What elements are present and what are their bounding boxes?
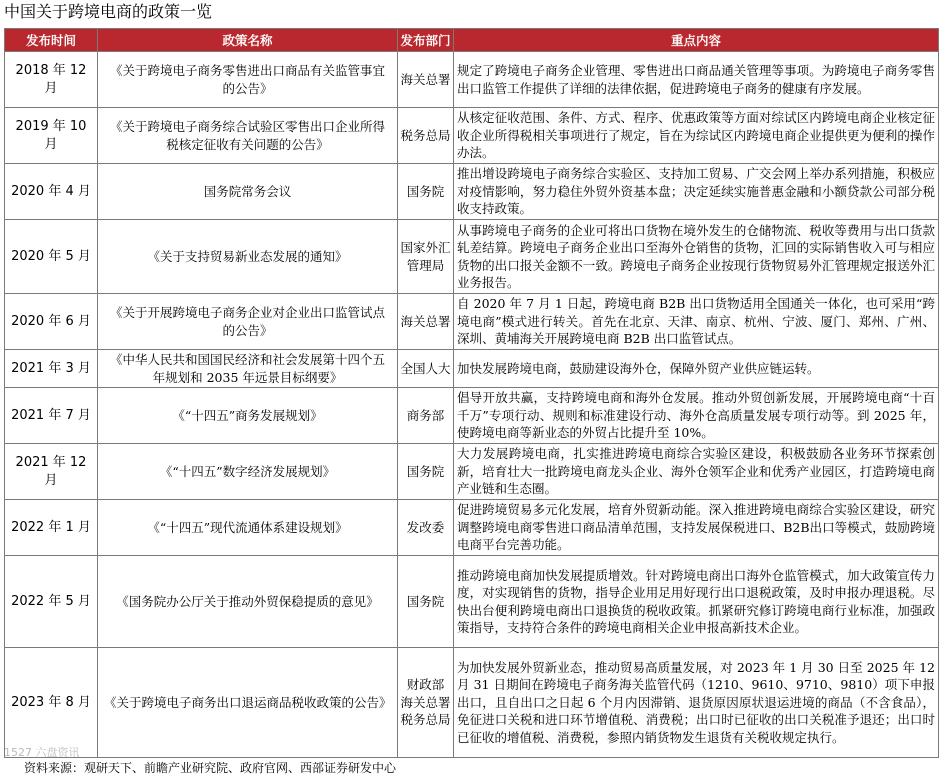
cell-date: 2020 年 5 月 xyxy=(5,220,98,294)
cell-policy-name: 《中华人民共和国国民经济和社会发展第十四个五年规划和 2035 年远景目标纲要》 xyxy=(98,350,398,388)
cell-policy-name: 《“十四五”数字经济发展规划》 xyxy=(98,444,398,500)
table-row xyxy=(5,500,939,556)
cell-date: 2023 年 8 月 xyxy=(5,648,98,758)
table-row xyxy=(5,556,939,648)
cell-date: 2018 年 12 月 xyxy=(5,52,98,108)
cell-department: 国家外汇管理局 xyxy=(398,220,454,294)
header-date: 发布时间 xyxy=(5,29,98,52)
cell-date: 2021 年 12 月 xyxy=(5,444,98,500)
cell-date: 2022 年 5 月 xyxy=(5,556,98,648)
cell-policy-name: 《关于跨境电子商务综合试验区零售出口企业所得税核定征收有关问题的公告》 xyxy=(98,108,398,164)
cell-department: 国务院 xyxy=(398,556,454,648)
cell-department: 全国人大 xyxy=(398,350,454,388)
cell-date: 2021 年 3 月 xyxy=(5,350,98,388)
header-key-content: 重点内容 xyxy=(454,29,939,52)
cell-policy-name: 《“十四五”现代流通体系建设规划》 xyxy=(98,500,398,556)
cell-key-content: 推动跨境电商加快发展提质增效。针对跨境电商出口海外仓监管模式，加大政策宣传力度，对实现销售的货物，指导企业用足用好现行出口退税政策，及时申报办理退税。尽快出台便利跨境电商出口退换货的税收政策。抓紧研究修订跨境电商行业标准，加强政策指导，支持符合条件的跨境电商相关企业申报高新技术企业。 xyxy=(454,556,939,648)
cell-department: 国务院 xyxy=(398,164,454,220)
cell-date: 2019 年 10 月 xyxy=(5,108,98,164)
table-row xyxy=(5,350,939,388)
header-department: 发布部门 xyxy=(398,29,454,52)
cell-department: 税务总局 xyxy=(398,108,454,164)
table-row xyxy=(5,220,939,294)
table-row xyxy=(5,108,939,164)
cell-policy-name: 《“十四五”商务发展规划》 xyxy=(98,388,398,444)
cell-key-content: 促进跨境贸易多元化发展，培育外贸新动能。深入推进跨境电商综合实验区建设，研究调整跨境电商零售进口商品清单范围，支持发展保税进口、B2B出口等模式，鼓励跨境电商平台完善功能。 xyxy=(454,500,939,556)
cell-key-content: 规定了跨境电子商务企业管理、零售进出口商品通关管理等事项。为跨境电子商务零售出口监管工作提供了详细的法律依据，促进跨境电子商务的健康有序发展。 xyxy=(454,52,939,108)
policy-table xyxy=(4,28,939,758)
table-row xyxy=(5,164,939,220)
cell-key-content: 大力发展跨境电商，扎实推进跨境电商综合实验区建设，积极鼓励各业务环节探索创新，培育壮大一批跨境电商龙头企业、海外仓领军企业和优秀产业园区，打造跨境电商产业链和生态圈。 xyxy=(454,444,939,500)
cell-department: 商务部 xyxy=(398,388,454,444)
cell-key-content: 推出增设跨境电子商务综合实验区、支持加工贸易、广交会网上举办系列措施，积极应对疫情影响，努力稳住外贸外资基本盘；决定延续实施普惠金融和小额贷款公司部分税收支持政策。 xyxy=(454,164,939,220)
cell-date: 2021 年 7 月 xyxy=(5,388,98,444)
cell-date: 2020 年 4 月 xyxy=(5,164,98,220)
source-note: 资料来源：观研天下、前瞻产业研究院、政府官网、西部证券研发中心 xyxy=(24,761,397,775)
table-header-row xyxy=(5,29,939,52)
cell-key-content: 加快发展跨境电商，鼓励建设海外仓，保障外贸产业供应链运转。 xyxy=(454,350,939,388)
watermark: 1527 六盘资讯 xyxy=(4,746,80,759)
cell-policy-name: 《关于跨境电子商务出口退运商品税收政策的公告》 xyxy=(98,648,398,758)
cell-department: 国务院 xyxy=(398,444,454,500)
cell-key-content: 从事跨境电子商务的企业可将出口货物在境外发生的仓储物流、税收等费用与出口货款轧差结算。跨境电子商务企业出口至海外仓销售的货物，汇回的实际销售收入可与相应货物的出口报关金额不一致。跨境电子商务企业按现行货物贸易外汇管理规定报送外汇业务报告。 xyxy=(454,220,939,294)
table-row xyxy=(5,388,939,444)
cell-policy-name: 《国务院办公厅关于推动外贸保稳提质的意见》 xyxy=(98,556,398,648)
cell-key-content: 倡导开放共赢，支持跨境电商和海外仓发展。推动外贸创新发展，开展跨境电商“十百千万”专项行动、规则和标准建设行动、海外仓高质量发展专项行动等。到 2025 年，使跨境电商等新业态的外贸占比提升至 10%。 xyxy=(454,388,939,444)
cell-policy-name: 《关于跨境电子商务零售进出口商品有关监管事宜的公告》 xyxy=(98,52,398,108)
cell-key-content: 为加快发展外贸新业态，推动贸易高质量发展，对 2023 年 1 月 30 日至 2025 年 12 月 31 日期间在跨境电子商务海关监管代码（1210、9610、9710、9810）项下申报出口，且自出口之日起 6 个月内因滞销、退货原因原状退运进境的商品（不含食品），免征进口关税和进口环节增值税、消费税；出口时已征收的出口关税准予退还；出口时已征收的增值税、消费税，参照内销货物发生退货有关税收规定执行。 xyxy=(454,648,939,758)
table-row xyxy=(5,52,939,108)
table-row xyxy=(5,294,939,350)
table-row xyxy=(5,444,939,500)
page-title: 中国关于跨境电商的政策一览 xyxy=(4,2,213,21)
cell-key-content: 从核定征收范围、条件、方式、程序、优惠政策等方面对综试区内跨境电商企业核定征收企业所得税相关事项进行了规定，旨在为综试区内跨境电商企业提供更为便利的操作办法。 xyxy=(454,108,939,164)
header-policy-name: 政策名称 xyxy=(98,29,398,52)
cell-department: 海关总署 xyxy=(398,52,454,108)
cell-policy-name: 《关于支持贸易新业态发展的通知》 xyxy=(98,220,398,294)
cell-date: 2020 年 6 月 xyxy=(5,294,98,350)
cell-policy-name: 《关于开展跨境电子商务企业对企业出口监管试点的公告》 xyxy=(98,294,398,350)
cell-department: 海关总署 xyxy=(398,294,454,350)
table-row xyxy=(5,648,939,758)
cell-date: 2022 年 1 月 xyxy=(5,500,98,556)
cell-department: 发改委 xyxy=(398,500,454,556)
cell-department: 财政部 海关总署 税务总局 xyxy=(398,648,454,758)
cell-key-content: 自 2020 年 7 月 1 日起，跨境电商 B2B 出口货物适用全国通关一体化，也可采用“跨境电商”模式进行转关。首先在北京、天津、南京、杭州、宁波、厦门、郑州、广州、深圳、黄埔海关开展跨境电商 B2B 出口监管试点。 xyxy=(454,294,939,350)
cell-policy-name: 国务院常务会议 xyxy=(98,164,398,220)
